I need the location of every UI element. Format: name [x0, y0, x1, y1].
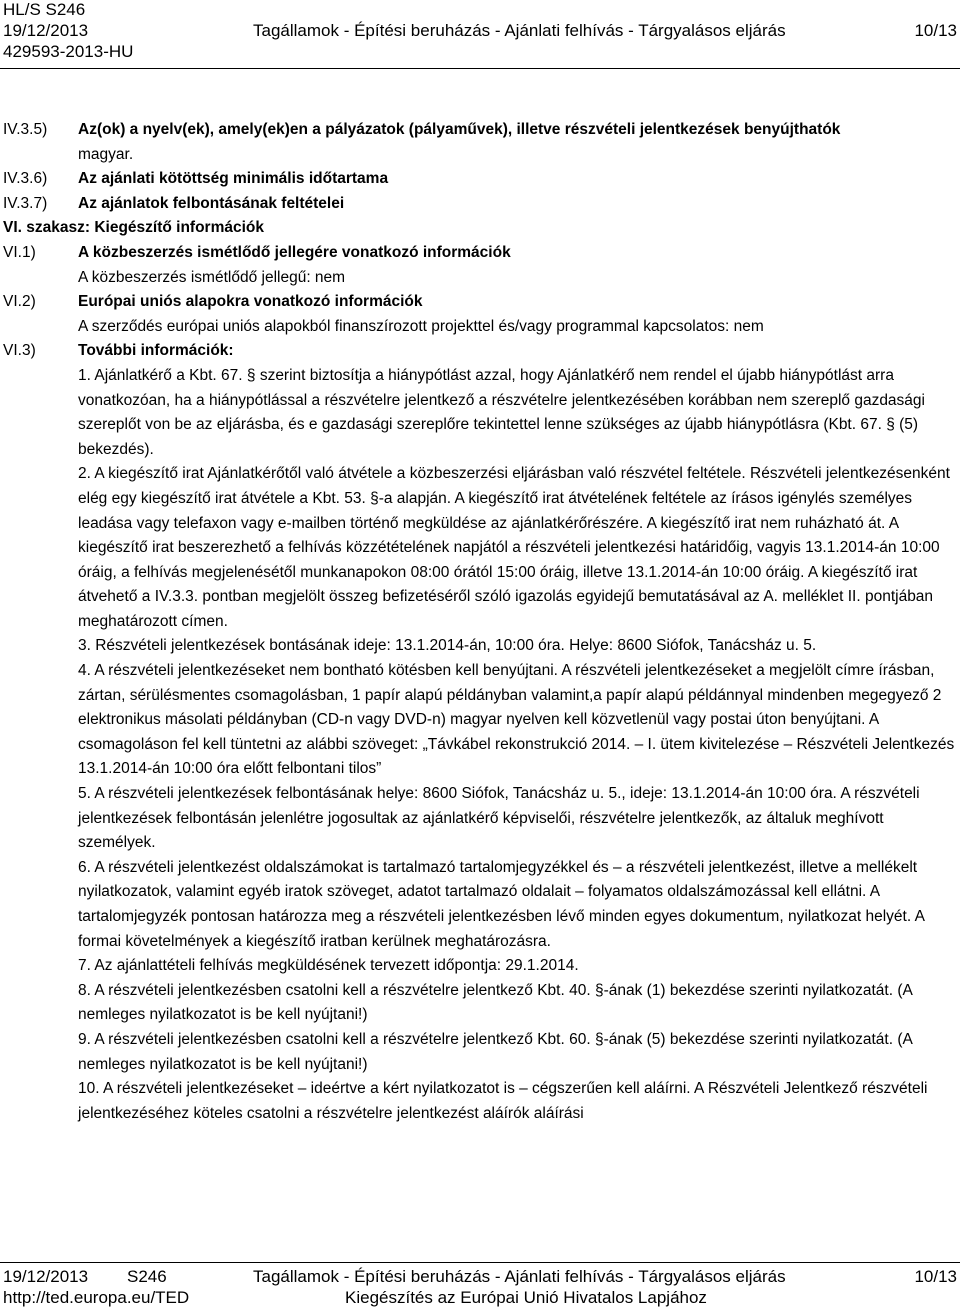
footer-title: Tagállamok - Építési beruházás - Ajánlati felhívás - Tárgyalásos eljárás — [253, 1267, 786, 1286]
section-title: A közbeszerzés ismétlődő jellegére vonatkozó információk — [78, 243, 511, 261]
section-number: VI.3) — [3, 342, 36, 360]
section-text: A közbeszerzés ismétlődő jellegű: nem — [78, 268, 346, 286]
section-title: Az ajánlatok felbontásának feltételei — [78, 194, 345, 212]
document-body — [0, 118, 960, 1126]
paragraph: 9. A részvételi jelentkezésben csatolni kell a részvételre jelentkező Kbt. 60. §-ának (5) bekezdése szerinti nyilatkozatát. (A nemleges nyilatkozatot is be kell nyújtani!) — [78, 1030, 912, 1073]
header-page-number: 10/13 — [914, 21, 957, 40]
footer-publisher: Kiegészítés az Európai Unió Hivatalos Lapjához — [345, 1288, 707, 1307]
paragraph: 3. Részvételi jelentkezések bontásának ideje: 13.1.2014-án, 10:00 óra. Helye: 8600 Siófok, Tanácsház u. 5. — [78, 637, 817, 655]
paragraph: 7. Az ajánlattételi felhívás megküldésének tervezett időpontja: 29.1.2014. — [78, 957, 579, 975]
section-title: További információk: — [78, 342, 234, 360]
section-vi-1 — [0, 241, 960, 290]
paragraph: 4. A részvételi jelentkezéseket nem bontható kötésben kell benyújtani. A részvételi jelentkezéseket a megjelölt címre írásban, zártan, sérülésmentes csomagolásban, 1 papír alapú példányban valamint,a papír alapú példánnyal mindenben megegyező 2 elektronikus másolati példányban (CD-n vagy DVD-n) magyar nyelven kell közvetlenül vagy postai úton benyújtani. A csomagoláson fel kell tüntetni az alábbi szöveget: „Távkábel rekonstrukció 2014. – I. ütem kivitelezése – Részvételi Jelentkezés 13.1.2014-án 10:00 óra előtt felbontani tilos” — [78, 662, 955, 778]
header-document-id: 429593-2013-HU — [3, 42, 134, 61]
section-vi-3 — [0, 339, 960, 1126]
section-text: magyar. — [78, 145, 134, 163]
section-number: IV.3.7) — [3, 194, 48, 212]
header-title: Tagállamok - Építési beruházás - Ajánlati felhívás - Tárgyalásos eljárás — [253, 21, 786, 40]
section-number: IV.3.6) — [3, 170, 48, 188]
paragraph: 6. A részvételi jelentkezést oldalszámokat is tartalmazó tartalomjegyzékkel és – a részvételi jelentkezést, illetve a mellékelt nyilatkozatok, valamint egyéb iratok szöveget, adatot tartalmazó oldalait – folyamatos oldalszámozással kell ellátni. A tartalomjegyzék pontosan határozza meg a részvételi jelentkezésben lévő minden egyes dokumentum, nyilatkozat helyét. A formai követelmények a kiegészítő iratban kerülnek meghatározásra. — [78, 858, 925, 950]
section-vi-heading: VI. szakasz: Kiegészítő információk — [3, 219, 265, 237]
page-footer — [0, 1267, 960, 1309]
section-title: Európai uniós alapokra vonatkozó információk — [78, 293, 423, 311]
footer-code: S246 — [127, 1267, 167, 1286]
footer-url: http://ted.europa.eu/TED — [3, 1288, 190, 1307]
page-header — [0, 0, 960, 63]
paragraph: 2. A kiegészítő irat Ajánlatkérőtől való átvétele a közbeszerzési eljárásban való részvétel feltétele. Részvételi jelentkezésenként elég egy kiegészítő irat átvétele a Kbt. 53. §-a alapján. A kiegészítő irat átvételének feltétele az írásos igénylés személyes leadása vagy telefaxon vagy e-mailben történő megküldése az ajánlatkérőrészére. A kiegészítő irat nem ruházható át. A kiegészítő irat beszerezhető a felhívás közzétételének napjától a részvételi jelentkezési határidőig, vagyis 13.1.2014-án 10:00 óráig, a felhívás megjelenésétől munkanapokon 08:00 órától 15:00 óráig, illetve 13.1.2014-án 10:00 óráig. A kiegészítő irat átvehető a IV.3.3. pontban megjelölt összeg befizetéséről szóló igazolás egyidejű bemutatásával az A. melléklet II. pontjában meghatározott címen. — [78, 465, 950, 630]
section-title: Az ajánlati kötöttség minimális időtartama — [78, 170, 389, 188]
section-number: VI.2) — [3, 293, 36, 311]
footer-page-number: 10/13 — [914, 1267, 957, 1286]
section-iv-3-7 — [0, 192, 960, 217]
header-date: 19/12/2013 — [3, 21, 89, 40]
section-iv-3-6 — [0, 167, 960, 192]
footer-date: 19/12/2013 — [3, 1267, 89, 1286]
section-vi-2 — [0, 290, 960, 339]
paragraph: 5. A részvételi jelentkezések felbontásának helye: 8600 Siófok, Tanácsház u. 5., ideje: 13.1.2014-án 10:00 óra. A részvételi jelentkezések felbontásán jelenlétre jogosultak az ajánlatkérő képviselői, részvételre jelentkezők, az általuk meghívott személyek. — [78, 785, 920, 852]
header-divider — [0, 68, 960, 69]
section-title: Az(ok) a nyelv(ek), amely(ek)en a pályázatok (pályaművek), illetve részvételi jelentkezések benyújthatók — [78, 121, 841, 138]
section-text: A szerződés európai uniós alapokból finanszírozott projekttel és/vagy programmal kapcsolatos: nem — [78, 317, 764, 335]
section-number: VI.1) — [3, 243, 36, 261]
footer-divider — [0, 1262, 960, 1263]
paragraph: 1. Ajánlatkérő a Kbt. 67. § szerint biztosítja a hiánypótlást azzal, hogy Ajánlatkérő nem rendel el újabb hiánypótlást arra vonatkozóan, ha a hiánypótlással a részvételre jelentkező a részvételre jelentkezésében korábban nem szereplő gazdasági szereplőt von be az eljárásba, és e gazdasági szereplőre tekintettel lenne szükséges az újabb hiánypótlásra (Kbt. 67. § (5) bekezdés). — [78, 366, 925, 458]
header-code: HL/S S246 — [3, 0, 86, 19]
section-number: IV.3.5) — [3, 121, 48, 138]
section-iv-3-5 — [0, 118, 960, 167]
paragraph: 8. A részvételi jelentkezésben csatolni kell a részvételre jelentkező Kbt. 40. §-ának (1) bekezdése szerinti nyilatkozatát. (A nemleges nyilatkozatot is be kell nyújtani!) — [78, 981, 912, 1024]
paragraph: 10. A részvételi jelentkezéseket – ideértve a kért nyilatkozatot is – cégszerűen kell aláírni. A Részvételi Jelentkező részvételi jelentkezéséhez köteles csatolni a részvételre jelentkezést aláírók aláírási — [78, 1080, 928, 1122]
